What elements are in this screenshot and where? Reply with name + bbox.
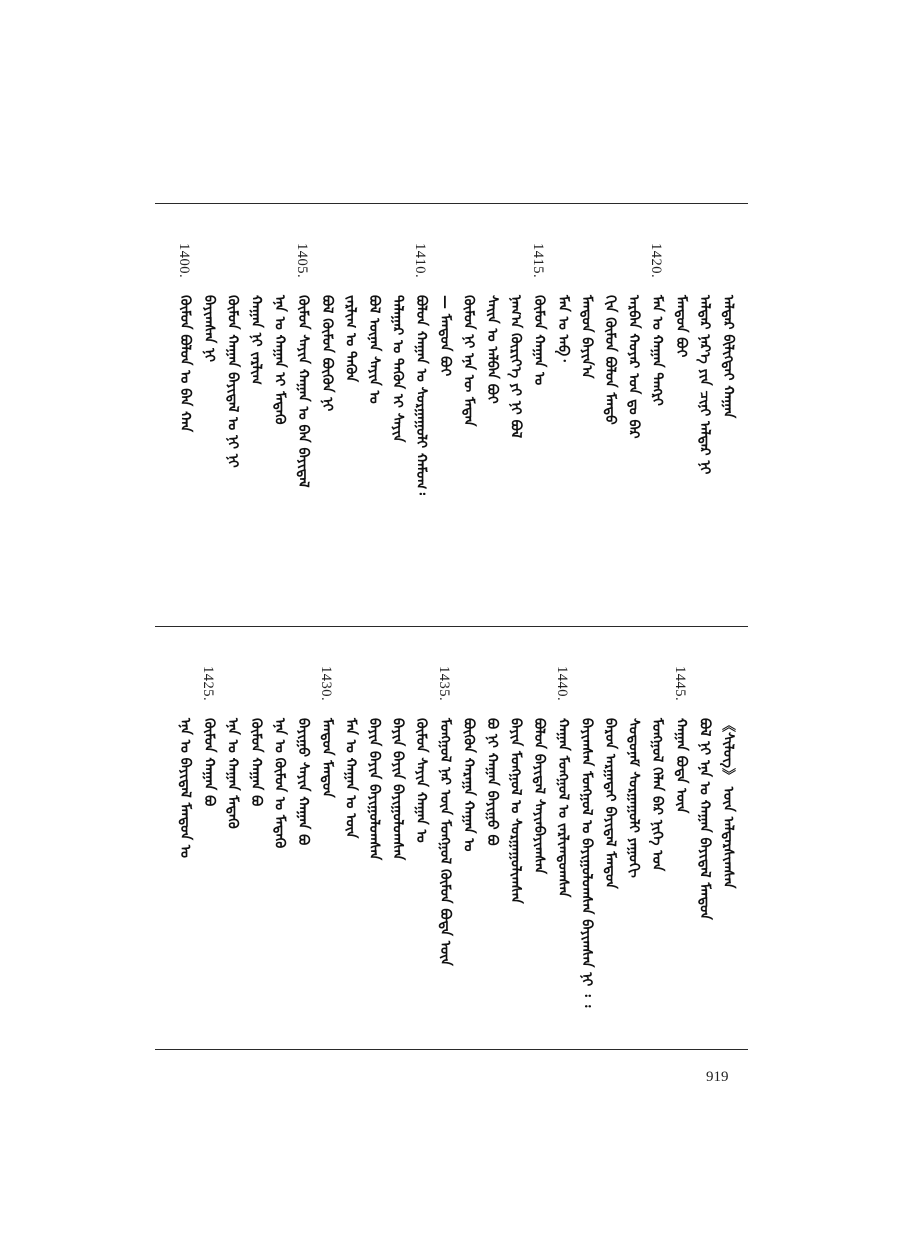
verse-text: ᠪᠣᠯ ᠨᠢ ᠡᠨᠡ ᠤ ᠬᠠᠭᠠᠨ ᠪᠠᠶᠢᠳᠠᠯ ᠮᠠᠨᠳᠤᠨ [696,718,713,920]
verse-text: ᠬᠢᠨ ᠬᠦᠮᠦᠨ ᠪᠣᠯᠤᠨ ᠮᠡᠨᠳᠦ [602,295,618,425]
verse-text: ᠮᠠᠨ ᠤ ᠬᠠᠭᠠᠨ ᠤ ᠦᠨ [342,718,359,839]
line-number: 1440. [553,666,570,702]
line-number: 1405. [294,243,311,279]
verse-text: ᠬᠦᠮᠦᠨ ᠬᠠᠭᠠᠨ ᠤ [531,295,548,386]
verse-text: ᠬᠠᠭᠠᠨ ᠪᠣᠳᠠ ᠦᠨ [672,718,689,814]
verse-text: ᠨᠠᠭ᠎ᠠ ᠬᠦᠷᠢᠶ᠎ᠡ ᠶᠢ ᠨᠢ ᠪᠣᠯ [507,295,524,439]
verse-text: ᠪᠠᠷᠤᠨ ᠠᠷᠭᠠᠳᠠᠢ ᠪᠠᠶᠢᠳᠠᠯ ᠮᠠᠨᠳᠤᠨ [602,718,618,889]
verse-text: ᠮᠠᠨᠳᠤᠨ ᠪᠠᠶᠢᠨ᠎ᠠ [578,295,595,379]
verse-text: ᠮᠠᠨᠳᠤᠨ ᠪᠣᠢ [672,295,689,358]
verse-text: ᠪᠣᠯ ᠬᠦᠮᠦᠨ ᠪᠦᠬᠦᠨ ᠨᠢ [318,295,335,412]
verse-text: ᠡᠨᠡ ᠤ ᠬᠠᠭᠠᠨ ᠢ ᠮᠡᠳᠡᠬᠦ [271,295,288,425]
verse-text: ᠬᠦᠮᠦᠨ ᠪᠣᠯᠤᠨ ᠤ ᠪᠠᠨ ᠬᠠᠨ [177,295,194,433]
verse-text: ᠠᠷᠪᠠᠨ ᠬᠣᠶᠠᠷ ᠣᠨ ᠳᠤ ᠪᠡᠷ [625,295,642,439]
verse-text: ᠪᠣᠯᠤᠨ ᠬᠠᠭᠠᠨ ᠤ ᠰᠤᠷᠭᠠᠭᠤᠯᠢ ᠬᠠᠮᠤᠭ᠄ [413,295,430,495]
verse-text: ᠠᠯᠳᠠᠷ ᠨᠡᠷ᠎ᠡ ᠶᠢᠨ ᠴᠢᠨᠢ ᠠᠯᠳᠠᠷ ᠨᠢ [696,295,713,475]
line-number: 1430. [317,666,334,702]
verse-text: — ᠮᠠᠨᠳᠤᠨ ᠪᠣᠢ [436,295,453,377]
verse-text: ᠪᠣᠯ ᠦᠨᠡᠨ ᠰᠠᠶᠢᠨ ᠤ [366,295,382,404]
line-number: 1445. [671,666,688,702]
verse-text: ᠪᠣ ᠨᠢ ᠬᠠᠭᠠᠨ ᠪᠠᠶᠢᠭᠤ ᠪᠣ [484,718,500,846]
line-number: 1410. [412,243,429,279]
line-number: 1400. [176,243,193,279]
verse-text: ᠪᠠᠶᠢᠨ ᠪᠠᠶᠢᠨ ᠪᠠᠶᠢᠭᠤᠯᠤᠭᠰᠠᠨ [389,718,406,861]
line-number: 1435. [435,666,452,702]
verse-text: ᠮᠣᠩᠭᠣᠯ ᠨᠠᠷ ᠦᠨ ᠮᠣᠩᠭᠣᠯ ᠬᠦᠮᠦᠨ ᠪᠣᠳᠠ ᠦᠨ [436,718,453,966]
verse-text: ᠡᠨᠡ ᠤ ᠬᠠᠭᠠᠨ ᠮᠡᠳᠡᠬᠦ [224,718,241,829]
line-number: 1425. [199,666,216,702]
verse-text: ᠪᠠᠶᠢᠭᠰᠠᠨ ᠨᠢ [200,295,217,363]
line-number: 1420. [648,243,665,279]
verse-text: ᠪᠠᠶᠢᠨ ᠮᠣᠩᠭᠣᠯ ᠤ ᠰᠤᠷᠭᠠᠭᠤᠯᠢᠭᠰᠠᠨ [507,718,524,904]
verse-text: 《ᠰᠢᠯᠦᠭ》 ᠦᠨ ᠠᠯᠳᠠᠷᠰᠢᠭᠰᠠᠨ [720,718,736,889]
verse-text: ᠡᠨᠡ ᠤ ᠬᠦᠮᠦᠨ ᠤ ᠮᠡᠳᠡᠬᠦ [271,718,288,849]
line-number: 1415. [530,243,547,279]
verse-text: ᠬᠦᠮᠦᠨ ᠰᠠᠶᠢᠨ ᠬᠠᠭᠠᠨ ᠤ [413,718,430,843]
verse-text: ᠪᠠᠶᠢᠭᠤ ᠰᠠᠶᠢᠨ ᠬᠠᠭᠠᠨ ᠪᠣ [295,718,312,846]
verse-text: ᠡᠨᠡ ᠤ ᠪᠠᠶᠢᠳᠠᠯ ᠮᠠᠨᠳᠤᠨ ᠤ [177,718,194,858]
verse-text: ᠬᠠᠭᠠᠨ ᠮᠣᠩᠭᠣᠯ ᠤ ᠵᠠᠷᠯᠢᠭᠲᠤᠭᠰᠠᠨ [554,718,571,898]
verse-text: ᠬᠦᠮᠦᠨ ᠬᠠᠭᠠᠨ ᠪᠠᠶᠢᠳᠠᠯ ᠤ ᠨᠢ ᠨᠢ [224,295,241,468]
verse-text: ᠪᠦᠬᠦᠨ ᠬᠠᠷᠠᠭᠠ ᠬᠠᠭᠠᠨ ᠤ [460,718,477,852]
verse-text: ᠲᠠᠯᠠᠭᠠᠷ ᠤ ᠲᠡᠭᠦᠨ ᠢ ᠰᠠᠶᠢᠨ [389,295,406,443]
verse-text: ᠮᠠᠨᠳᠤᠨ ᠮᠠᠨᠳᠤᠨ [318,718,335,798]
verse-text: ᠪᠠᠶᠢᠭᠰᠠᠨ ᠮᠣᠩᠭᠣᠯ ᠤ ᠪᠠᠶᠢᠭᠤᠯᠤᠭᠰᠠᠨ ᠪᠠᠶᠢᠭᠰᠠᠨ ᠨᠢ ᠄ ᠄ [578,718,595,1008]
verse-text: ᠰᠠᠢᠨ ᠤ ᠠᠯᠪᠠᠨ ᠪᠣᠢ [484,295,500,404]
verse-text: ᠠᠯᠳᠠᠷ ᠪᠢᠯᠢᠭᠲᠡᠢ ᠬᠠᠭᠠᠨ [720,295,736,419]
verse-text: ᠬᠦᠮᠦᠨ ᠬᠠᠭᠠᠨ ᠪᠣ [248,718,264,807]
verse-text: ᠬᠦᠮᠦᠨ ᠰᠠᠶᠢᠨ ᠬᠠᠭᠠᠨ ᠤ ᠪᠠᠨ ᠪᠠᠶᠢᠳᠠᠯ [295,295,312,488]
verse-text: ᠮᠠᠨ ᠤ ᠠᠪ᠂ [554,295,571,362]
verse-text: ᠰᠣᠳᠣᠨᠠᠮ ᠰᠤᠷᠭᠠᠭᠤᠯᠢ ᠶᠠᠭᠤᠬᠢ [625,718,642,878]
verse-text: ᠮᠣᠩᠭᠣᠯ ᠬᠡᠯᠡᠨ ᠪᠠᠷ ᠨᠢᠭᠡ ᠤᠨ [649,718,666,872]
verse-text: ᠬᠦᠮᠦᠨ ᠬᠠᠭᠠᠨ ᠪᠣ [200,718,217,807]
page-number: 919 [706,1069,729,1085]
verse-text: ᠮᠠᠨ ᠤ ᠬᠠᠭᠠᠨ ᠲᠡᠩᠷᠢ [649,295,666,406]
verse-text: ᠪᠠᠶᠢᠨ ᠪᠠᠶᠢᠨ ᠪᠠᠶᠢᠭᠤᠯᠤᠭᠰᠠᠨ [366,718,382,861]
verse-text: ᠪᠣᠯᠤᠨ ᠪᠠᠶᠢᠳᠠᠯ ᠰᠠᠶᠢᠨᠪᠠᠶᠢᠭᠰᠠᠨ [531,718,548,875]
verse-text: ᠬᠠᠭᠠᠨ ᠨᠢ ᠵᠠᠷᠯᠢᠭ [248,295,264,385]
verse-text: ᠬᠦᠮᠦᠨ ᠨᠢ ᠡᠨᠡ ᠦ ᠮᠡᠳᠡᠨ [460,295,477,427]
verse-text: ᠵᠠᠷᠯᠢᠭ ᠤ ᠲᠡᠭᠦᠨ [342,295,359,383]
